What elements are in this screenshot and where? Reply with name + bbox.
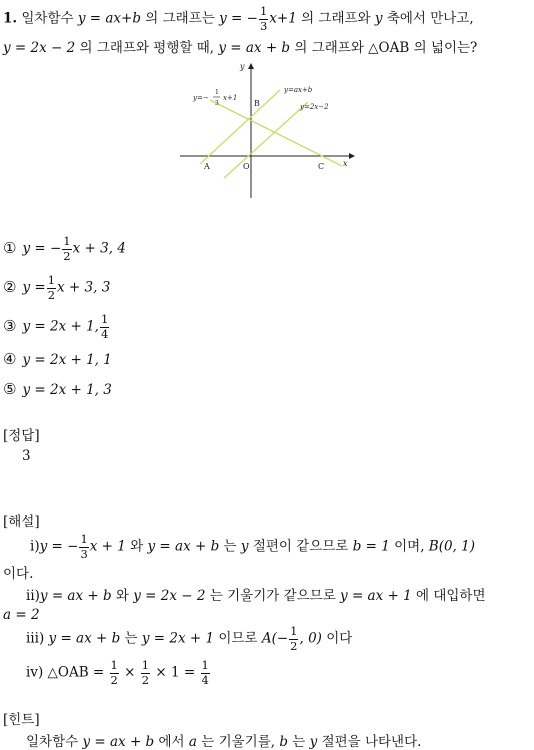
fraction: $\frac{1}{2}$ — [110, 658, 118, 687]
option-equation: y = − — [22, 240, 62, 257]
problem-text: 의 그래프와 — [294, 40, 364, 56]
equation: y = 2x − 2 — [3, 40, 76, 56]
answer-header: [정답] — [3, 428, 40, 444]
point-c-label: C — [318, 162, 325, 171]
option-equation: x + 3, 3 — [57, 279, 111, 296]
problem-text: 의 그래프와 평행할 때, — [79, 40, 215, 56]
problem-text: 의 그래프와 — [301, 10, 371, 27]
problem-number: 1. — [3, 10, 18, 27]
explanation-step-2: ⅱ)y = ax + b 와 y = 2x − 2 는 기울기가 같으므로 y = ax + 1 에 대입하면 — [26, 588, 486, 604]
option-marker: ③ — [3, 316, 17, 335]
fraction: $\frac{1}{3}$ — [259, 4, 268, 33]
option-5[interactable] — [3, 380, 112, 398]
explanation-header: [해설] — [3, 514, 40, 530]
explanation-step-3: ⅲ) y = ax + b 는 y = 2x + 1 이므로 A(− $\frac{1}{2}$ , 0) 이다 — [26, 624, 353, 653]
option-marker: ② — [3, 277, 17, 296]
line-label-ax-b: y=ax+b — [284, 86, 313, 94]
line-label-prefix: y=− — [193, 94, 209, 102]
y-axis-label: y — [240, 62, 245, 71]
explanation-step-4: ⅳ) △OAB = $\frac{1}{2}$ × $\frac{1}{2}$ × 1 = $\frac{1}{4}$ — [26, 658, 209, 687]
hint-header: [힌트] — [3, 712, 40, 728]
option-equation: y = 2x + 1, — [22, 318, 99, 335]
explanation-step-1: ⅰ)y = − $\frac{1}{3}$ x + 1 와 y = ax + b 는 y 절편이 같으므로 b = 1 이며, B(0, 1) — [30, 532, 475, 561]
fraction: $\frac{1}{2}$ — [63, 234, 71, 263]
origin-label: O — [243, 162, 250, 171]
line-label-suffix: x+1 — [223, 94, 238, 102]
variable: y — [374, 10, 383, 27]
point-a-label: A — [204, 162, 210, 171]
fraction: $\frac{1}{3}$ — [80, 532, 88, 561]
option-2[interactable] — [3, 275, 110, 301]
option-equation: y = 2x + 1, 3 — [22, 382, 112, 398]
option-4[interactable] — [3, 350, 112, 368]
problem-line-2 — [3, 36, 477, 56]
fraction: $\frac{1}{2}$ — [47, 273, 56, 302]
answer-value: 3 — [22, 448, 31, 464]
graph-figure — [180, 60, 360, 200]
option-marker: ① — [3, 238, 17, 257]
equation: x+1 — [269, 10, 297, 27]
x-axis-label: x — [343, 159, 348, 168]
x-axis-arrow — [349, 153, 355, 159]
explanation-step-1-cont: 이다. — [3, 566, 34, 582]
y-axis-arrow — [248, 63, 254, 69]
line-label-2x-2: y=2x−2 — [300, 103, 329, 111]
problem-line-1 — [3, 6, 474, 32]
option-1[interactable] — [3, 236, 126, 262]
option-marker: ⑤ — [3, 380, 17, 398]
problem-text: 축에서 만나고, — [386, 10, 474, 27]
line-label-den: 3 — [215, 100, 219, 107]
fraction: $\frac{1}{2}$ — [141, 658, 150, 687]
point-b-label: B — [254, 99, 260, 108]
triangle-label: △OAB — [368, 40, 410, 56]
hint-text: 일차함수 y = ax + b 에서 a 는 기울기를, b 는 y 절편을 나타낸다. — [26, 734, 422, 750]
option-marker: ④ — [3, 350, 17, 368]
problem-text: 의 그래프는 — [145, 10, 215, 27]
line-label-num: 1 — [215, 89, 219, 96]
equation: y = ax+b — [77, 10, 141, 27]
equation: y = ax + b — [218, 40, 291, 56]
fraction: $\frac{1}{4}$ — [201, 658, 209, 687]
problem-text: 의 넓이는? — [413, 40, 478, 56]
fraction: $\frac{1}{2}$ — [290, 624, 298, 653]
fraction: $\frac{1}{4}$ — [100, 312, 109, 341]
option-equation: y = — [22, 279, 46, 296]
problem-text: 일차함수 — [21, 10, 74, 27]
equation: y = − — [219, 10, 258, 27]
explanation-step-2-cont: a = 2 — [3, 607, 40, 623]
option-3[interactable] — [3, 314, 110, 340]
option-equation: y = 2x + 1, 1 — [22, 352, 112, 368]
option-equation: x + 3, 4 — [72, 240, 126, 257]
